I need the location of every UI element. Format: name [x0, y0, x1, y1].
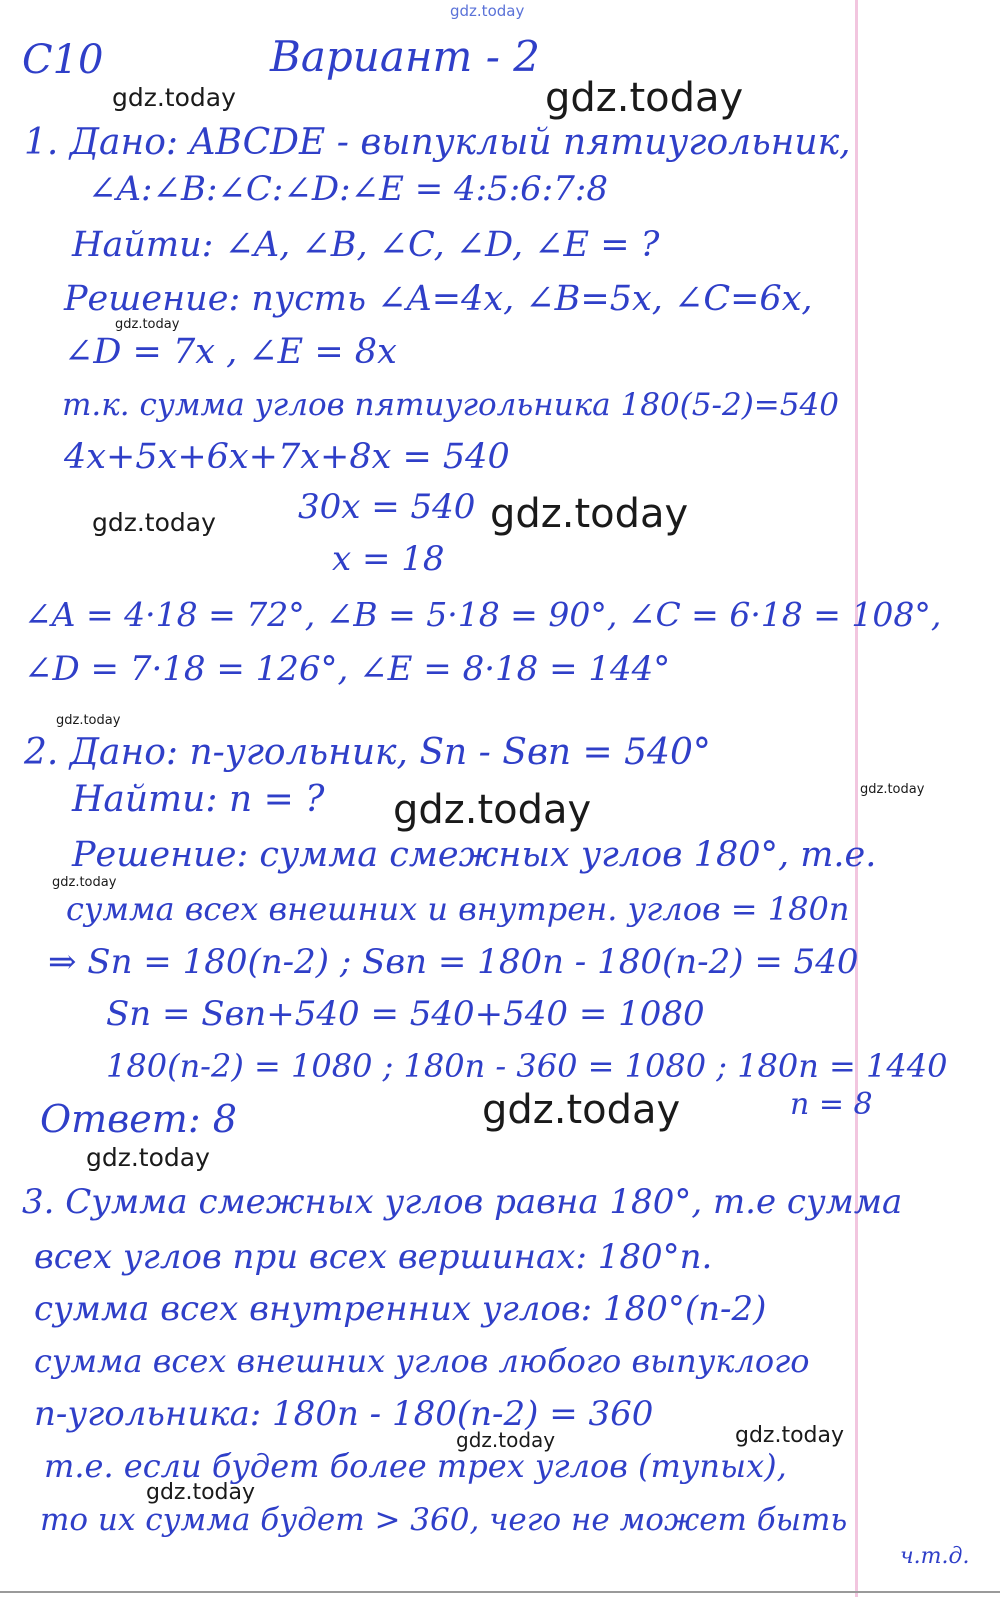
watermark: gdz.today [482, 1087, 681, 1133]
task1-ratio: ∠A:∠B:∠C:∠D:∠E = 4:5:6:7:8 [88, 169, 608, 209]
task1-angles1: ∠A = 4·18 = 72°, ∠B = 5·18 = 90°, ∠C = 6·18 = 108°, [24, 595, 942, 634]
watermark: gdz.today [490, 491, 689, 537]
watermark: gdz.today [146, 1480, 256, 1505]
task2-line5: 180(n-2) = 1080 ; 180n - 360 = 1080 ; 180n = 1440 [106, 1047, 948, 1085]
watermark: gdz.today [393, 787, 592, 833]
variant-title: Вариант - 2 [270, 32, 540, 81]
task2-n-value: n = 8 [790, 1087, 873, 1122]
watermark: gdz.today [735, 1423, 845, 1448]
watermark: gdz.today [860, 782, 925, 797]
task1-given: 1. Дано: ABCDE - выпуклый пятиугольник, [24, 122, 851, 163]
task2-solution: Решение: сумма смежных углов 180°, т.е. [72, 835, 877, 875]
watermark: gdz.today [92, 508, 216, 537]
task1-eq2: 30x = 540 [298, 487, 476, 527]
task1-solution-cont: ∠D = 7x , ∠E = 8x [64, 332, 397, 372]
task1-sum-note: т.к. сумма углов пятиугольника 180(5-2)=540 [62, 387, 839, 423]
page-bottom-edge [0, 1591, 1000, 1593]
watermark: gdz.today [112, 83, 236, 112]
watermark: gdz.today [115, 317, 180, 332]
task2-line4: Sn = Sвn+540 = 540+540 = 1080 [106, 994, 705, 1034]
task3-line6: т.е. если будет более трех углов (тупых), [44, 1447, 787, 1485]
task2-find: Найти: n = ? [72, 779, 325, 820]
task3-line7: то их сумма будет > 360, чего не может быть [40, 1502, 848, 1538]
watermark-top: gdz.today [450, 2, 525, 20]
task1-solution: Решение: пусть ∠A=4x, ∠B=5x, ∠C=6x, [64, 279, 813, 319]
task1-eq3: x = 18 [332, 539, 445, 579]
task1-find: Найти: ∠A, ∠B, ∠C, ∠D, ∠E = ? [72, 225, 660, 265]
watermark: gdz.today [86, 1143, 210, 1172]
task2-line2: сумма всех внешних и внутрен. углов = 180n [66, 890, 850, 928]
watermark: gdz.today [56, 713, 121, 728]
margin-line [855, 0, 858, 1597]
task3-line5: n-угольника: 180n - 180(n-2) = 360 [34, 1394, 654, 1434]
task2-answer: Ответ: 8 [40, 1097, 237, 1141]
task3-line1: 3. Сумма смежных углов равна 180°, т.е сумма [22, 1182, 903, 1222]
task3-line4: сумма всех внешних углов любого выпуклого [34, 1342, 810, 1380]
task1-equation: 4x+5x+6x+7x+8x = 540 [64, 437, 510, 477]
task1-angles2: ∠D = 7·18 = 126°, ∠E = 8·18 = 144° [24, 649, 671, 689]
task3-line2: всех углов при всех вершинах: 180°n. [34, 1237, 713, 1277]
watermark: gdz.today [456, 1428, 556, 1452]
task2-line3: ⇒ Sn = 180(n-2) ; Sвn = 180n - 180(n-2) = 540 [48, 942, 859, 982]
task3-line3: сумма всех внутренних углов: 180°(n-2) [34, 1289, 767, 1329]
watermark: gdz.today [52, 875, 117, 890]
watermark: gdz.today [545, 75, 744, 121]
task3-corner: ч.т.д. [900, 1544, 970, 1569]
task2-given: 2. Дано: n-угольник, Sn - Sвn = 540° [24, 732, 711, 773]
page-label: C10 [22, 37, 104, 83]
